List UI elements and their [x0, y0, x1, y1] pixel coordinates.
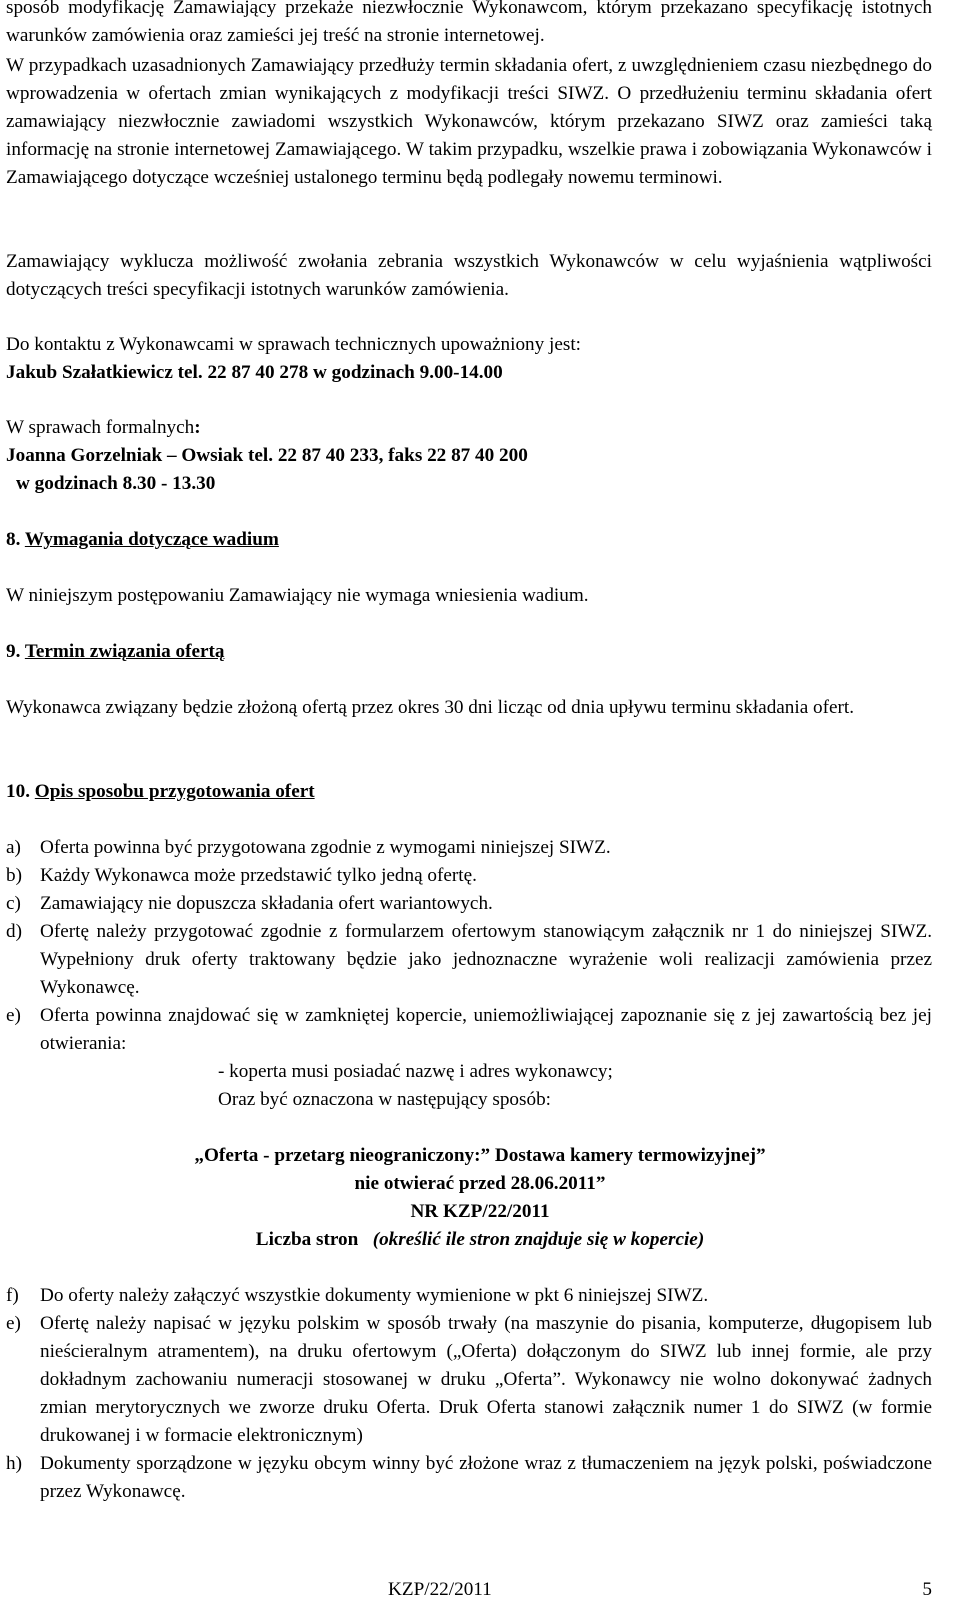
list-marker: h) [6, 1453, 22, 1474]
intro-paragraph-1: sposób modyfikację Zamawiający przekaże niezwłocznie Wykonawcom, którym przekazano specyfikację istotnych warunków zamówienia oraz zamieści jej treść na stronie internetowej. [6, 0, 932, 46]
tech-contact-intro: Do kontaktu z Wykonawcami w sprawach technicznych upoważniony jest: [6, 334, 582, 355]
list-item-text: Ofertę należy napisać w języku polskim w sposób trwały (na maszynie do pisania, komputerze, długopisem lub nieścieralnym atramentem), na druku ofertowym („Oferta) dołączonym do SIWZ lub innej formie, ale przy dokładnym zachowaniu numeracji stosowanej w druku „Oferta”. Wykonawcy nie wolno dokonywać żadnych zmian merytorycznych we zworze druku Oferta. Druk Oferta stanowi załącznik numer 1 do SIWZ (w formie drukowanej i w formacie elektronicznym) [40, 1313, 932, 1446]
list-marker: e) [6, 1313, 21, 1334]
list-item-text: Ofertę należy przygotować zgodnie z formularzem ofertowym stanowiącym załącznik nr 1 do niniejszej SIWZ. Wypełniony druk oferty traktowany będzie jako jednoznaczne wyrażenie woli realizacji zamówienia przez Wykonawcę. [40, 921, 932, 998]
list-item-text: Oferta powinna być przygotowana zgodnie z wymogami niniejszej SIWZ. [40, 837, 611, 858]
envelope-pages-note: (określić ile stron znajduje się w kopercie) [372, 1229, 705, 1250]
list-item [6, 862, 932, 890]
envelope-label-line-1: „Oferta - przetarg nieograniczony:” Dostawa kamery termowizyjnej” [194, 1145, 766, 1166]
intro-paragraph-3: Zamawiający wyklucza możliwość zwołania zebrania wszystkich Wykonawców w celu wyjaśnienia wątpliwości dotyczących treści specyfikacji istotnych warunków zamówienia. [6, 251, 932, 300]
section-8-title: Wymagania dotyczące wadium [24, 529, 279, 550]
list-marker: f) [6, 1285, 19, 1306]
formal-contact-hours: w godzinach 8.30 - 13.30 [16, 473, 216, 494]
section-9-heading [6, 638, 932, 666]
formal-contact-label: W sprawach formalnych [6, 417, 195, 438]
section-9-title: Termin związania ofertą [24, 641, 225, 662]
list-item [6, 1450, 932, 1506]
footer-document-code: KZP/22/2011 [388, 1579, 492, 1600]
envelope-instruction-2: Oraz być oznaczona w następujący sposób: [218, 1089, 551, 1110]
section-10-list-f-h [6, 1282, 932, 1506]
list-item [6, 834, 932, 862]
footer-page-number: 5 [922, 1579, 932, 1600]
list-item-text: Do oferty należy załączyć wszystkie dokumenty wymienione w pkt 6 niniejszej SIWZ. [40, 1285, 709, 1306]
envelope-label-line-2: nie otwierać przed 28.06.2011” [354, 1173, 606, 1194]
list-item-text: Zamawiający nie dopuszcza składania ofert wariantowych. [40, 893, 493, 914]
section-9-text: Wykonawca związany będzie złożoną ofertą przez okres 30 dni licząc od dnia upływu terminu składania ofert. [6, 697, 855, 718]
section-10-number: 10. [6, 781, 30, 802]
section-10-heading [6, 778, 932, 806]
section-8-heading [6, 526, 932, 554]
section-10-list-a-e [6, 834, 932, 1058]
section-9-number: 9. [6, 641, 21, 662]
list-item [6, 890, 932, 918]
envelope-label-pages [0, 1226, 960, 1254]
list-marker: b) [6, 865, 22, 886]
envelope-pages-label: Liczba stron [255, 1229, 359, 1250]
list-marker: d) [6, 921, 22, 942]
formal-contact-person: Joanna Gorzelniak – Owsiak tel. 22 87 40 233, faks 22 87 40 200 [6, 445, 528, 466]
intro-paragraph-2: W przypadkach uzasadnionych Zamawiający przedłuży termin składania ofert, z uwzględnieniem czasu niezbędnego do wprowadzenia w ofertach zmian wynikających z modyfikacji treści SIWZ. O przedłużeniu terminu składania ofert zamawiający niezwłocznie zawiadomi wszystkich Wykonawców, którym przekazano SIWZ oraz zamieści taką informację na stronie internetowej Zamawiającego. W takim przypadku, wszelkie prawa i zobowiązania Wykonawców i Zamawiającego dotyczące wcześniej ustalonego terminu będą podlegały nowemu terminowi. [6, 55, 932, 188]
list-marker: c) [6, 893, 21, 914]
section-10-title: Opis sposobu przygotowania ofert [34, 781, 315, 802]
list-marker: e) [6, 1005, 21, 1026]
list-item [6, 1282, 932, 1310]
envelope-label-line-3: NR KZP/22/2011 [410, 1201, 550, 1222]
list-item-text: Oferta powinna znajdować się w zamkniętej kopercie, uniemożliwiającej zapoznanie się z jej zawartością bez jej otwierania: [40, 1005, 932, 1054]
section-8-text: W niniejszym postępowaniu Zamawiający nie wymaga wniesienia wadium. [6, 585, 589, 606]
list-item [6, 1310, 932, 1450]
envelope-instruction-1: - koperta musi posiadać nazwę i adres wykonawcy; [218, 1061, 613, 1082]
section-8-number: 8. [6, 529, 21, 550]
tech-contact-person: Jakub Szałatkiewicz tel. 22 87 40 278 w godzinach 9.00-14.00 [6, 362, 503, 383]
list-item-text: Każdy Wykonawca może przedstawić tylko jedną ofertę. [40, 865, 477, 886]
page-footer [0, 1576, 960, 1606]
formal-contact-intro [6, 414, 932, 442]
formal-contact-colon: : [194, 417, 201, 438]
list-item [6, 1002, 932, 1058]
list-marker: a) [6, 837, 21, 858]
list-item-text: Dokumenty sporządzone w języku obcym winny być złożone wraz z tłumaczeniem na język polski, poświadczone przez Wykonawcę. [40, 1453, 932, 1502]
list-item [6, 918, 932, 1002]
